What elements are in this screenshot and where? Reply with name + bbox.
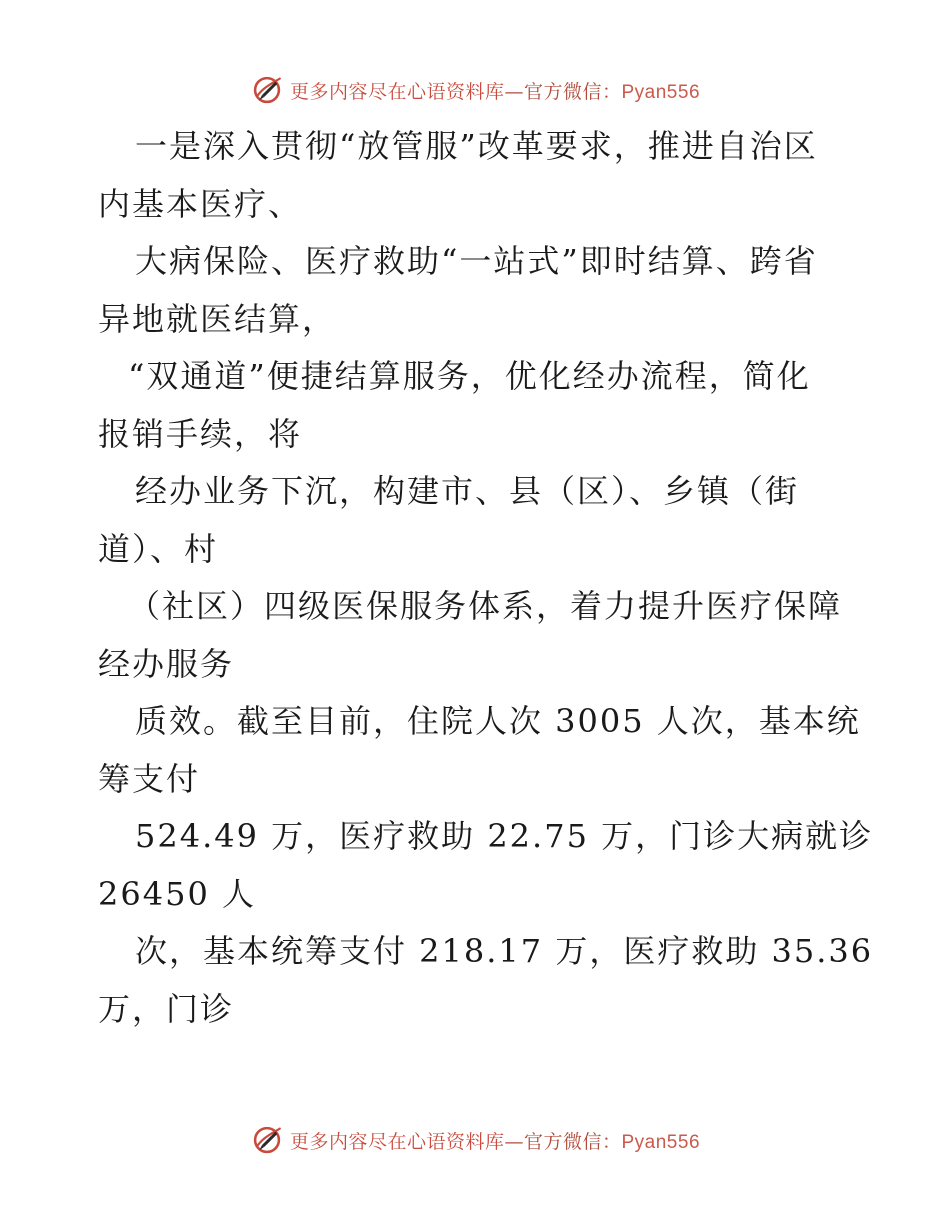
watermark-contact-label: 官方微信： [523, 1130, 622, 1153]
paragraph-line: 经办服务 [98, 644, 235, 683]
paragraph-line: 26450 人 [98, 874, 256, 913]
paragraph-line: 筹支付 [98, 759, 201, 798]
watermark-text [290, 77, 700, 104]
paragraph-line: “双通道”便捷结算服务，优化经办流程，简化 [128, 357, 811, 395]
paragraph-line: 异地就医结算， [98, 299, 337, 338]
paragraph-line: 道）、村 [98, 529, 219, 568]
header-watermark [0, 70, 950, 110]
ribbon-quill-logo-icon [250, 1123, 284, 1157]
watermark-dash: — [504, 80, 524, 103]
watermark-contact-label: 官方微信： [523, 80, 622, 103]
watermark-dash: — [504, 1130, 524, 1153]
paragraph-line: 一是深入贯彻“放管服”改革要求，推进自治区 [135, 127, 818, 165]
paragraph-line: 次，基本统筹支付 218.17 万，医疗救助 35.36 [135, 932, 874, 970]
footer-watermark [0, 1120, 950, 1160]
paragraph-line: 经办业务下沉，构建市、县（区）、乡镇（街 [135, 472, 800, 510]
watermark-text [290, 1127, 700, 1154]
ribbon-quill-logo-icon [250, 73, 284, 107]
body-text [98, 118, 874, 1038]
watermark-contact-id: Pyan556 [621, 1131, 701, 1153]
paragraph-line: 质效。截至目前，住院人次 3005 人次，基本统 [135, 702, 861, 740]
paragraph-line: 524.49 万，医疗救助 22.75 万，门诊大病就诊 [135, 817, 874, 855]
watermark-contact-id: Pyan556 [621, 81, 701, 103]
watermark-main: 更多内容尽在心语资料库 [289, 80, 505, 103]
paragraph-line: （社区）四级医保服务体系，着力提升医疗保障 [128, 587, 843, 625]
paragraph-line: 内基本医疗、 [98, 184, 303, 223]
paragraph-line: 报销手续，将 [98, 414, 303, 453]
paragraph-line: 万，门诊 [98, 989, 235, 1028]
paragraph-line: 大病保险、医疗救助“一站式”即时结算、跨省 [135, 242, 818, 280]
watermark-main: 更多内容尽在心语资料库 [289, 1130, 505, 1153]
